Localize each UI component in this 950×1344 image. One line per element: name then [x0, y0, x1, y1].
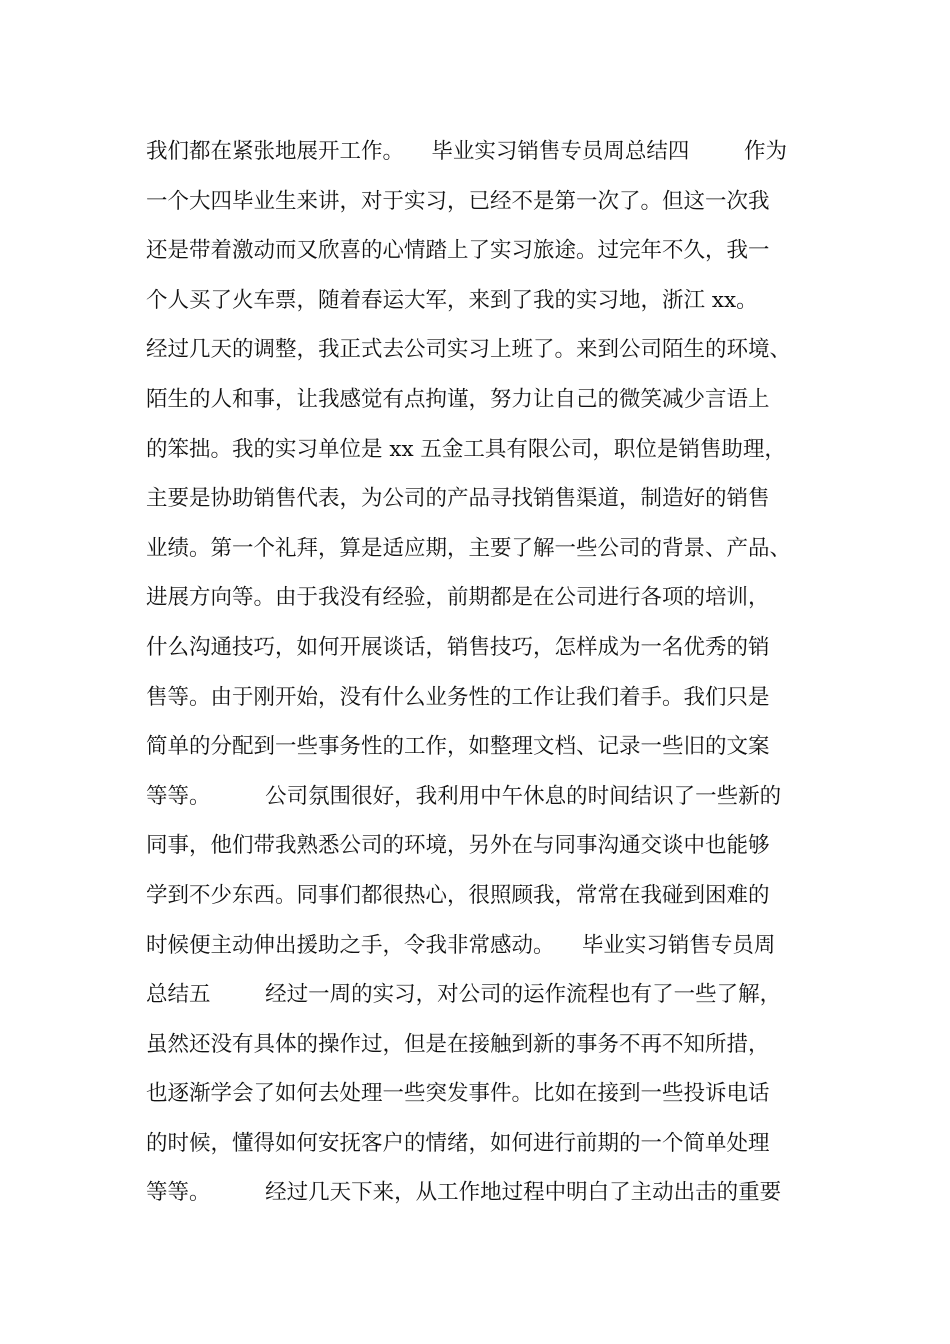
text-line-5: 经过几天的调整，我正式去公司实习上班了。来到公司陌生的环境、: [146, 337, 792, 363]
text-line-15: 同事，他们带我熟悉公司的环境，另外在与同事沟通交谈中也能够: [146, 833, 770, 859]
text-line-22: 等等。 经过几天下来，从工作地过程中明白了主动出击的重要: [146, 1180, 782, 1206]
text-line-13: 简单的分配到一些事务性的工作，如整理文档、记录一些旧的文案: [146, 734, 770, 760]
text-line-6: 陌生的人和事，让我感觉有点拘谨，努力让自己的微笑减少言语上: [146, 386, 770, 412]
text-line-14: 等等。 公司氛围很好，我利用中午休息的时间结识了一些新的: [146, 783, 782, 809]
text-line-19: 虽然还没有具体的操作过，但是在接触到新的事务不再不知所措，: [146, 1031, 770, 1057]
text-line-4: 个人买了火车票，随着春运大军，来到了我的实习地，浙江 xx。: [146, 287, 758, 313]
text-line-3: 还是带着激动而又欣喜的心情踏上了实习旅途。过完年不久，我一: [146, 238, 770, 264]
text-line-1: 我们都在紧张地展开工作。 毕业实习销售专员周总结四 作为: [146, 139, 788, 164]
text-line-20: 也逐渐学会了如何去处理一些突发事件。比如在接到一些投诉电话: [146, 1081, 770, 1107]
text-line-12: 售等。由于刚开始，没有什么业务性的工作让我们着手。我们只是: [146, 684, 770, 710]
text-line-2: 一个大四毕业生来讲，对于实习，已经不是第一次了。但这一次我: [146, 188, 770, 214]
text-line-8: 主要是协助销售代表，为公司的产品寻找销售渠道，制造好的销售: [146, 486, 770, 512]
text-line-21: 的时候，懂得如何安抚客户的情绪，如何进行前期的一个简单处理: [146, 1130, 770, 1156]
text-line-11: 什么沟通技巧，如何开展谈话，销售技巧，怎样成为一名优秀的销: [146, 634, 770, 660]
text-line-9: 业绩。第一个礼拜，算是适应期，主要了解一些公司的背景、产品、: [146, 535, 792, 561]
body-text: [146, 127, 846, 1218]
text-line-17: 时候便主动伸出援助之手，令我非常感动。 毕业实习销售专员周: [146, 932, 776, 958]
text-line-16: 学到不少东西。同事们都很热心，很照顾我，常常在我碰到困难的: [146, 882, 770, 908]
text-line-7: 的笨拙。我的实习单位是 xx 五金工具有限公司，职位是销售助理，: [146, 436, 786, 462]
text-line-18: 总结五 经过一周的实习，对公司的运作流程也有了一些了解，: [146, 982, 782, 1008]
text-line-10: 进展方向等。由于我没有经验，前期都是在公司进行各项的培训，: [146, 585, 770, 611]
